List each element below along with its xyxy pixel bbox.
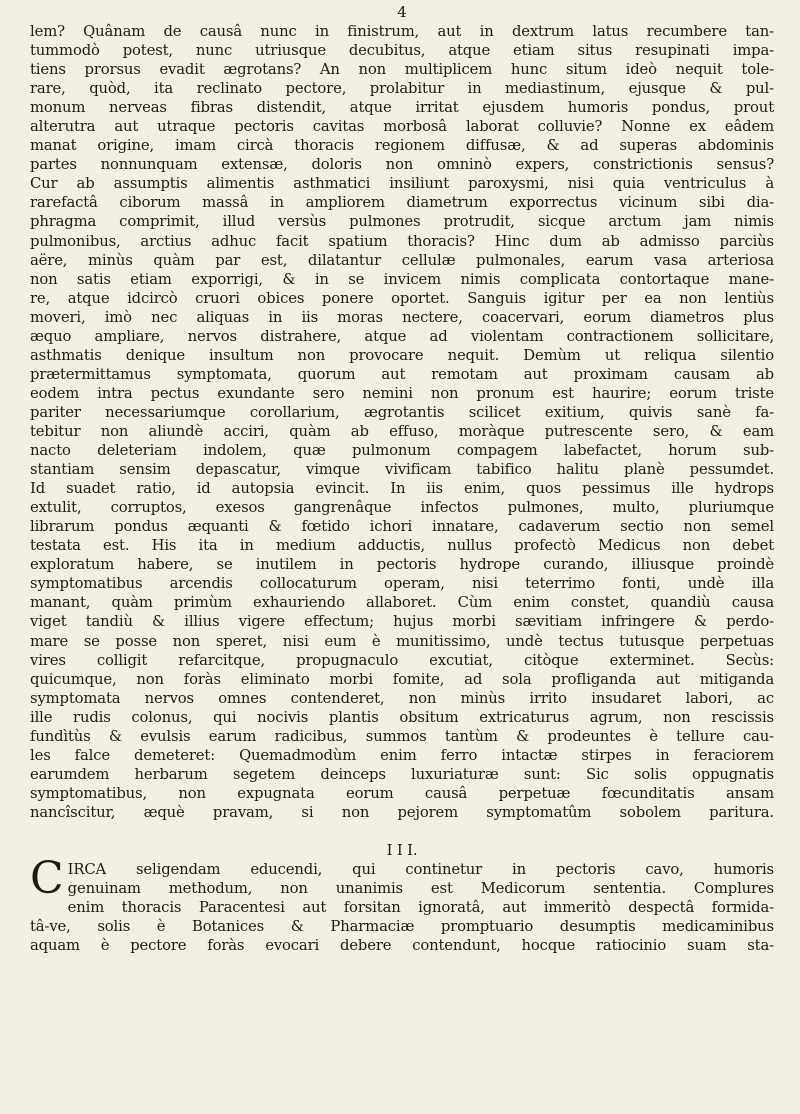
text-line: IRCA seligendam educendi, qui continetur in pectoris cavo, humoris xyxy=(67,861,774,879)
text-line: les falce demeteret: Quemadmodùm enim ferro intactæ stirpes in feraciorem xyxy=(30,746,774,764)
text-line: mare se posse non speret, nisi eum è munitissimo, undè tectus tutusque perpetuas xyxy=(30,632,774,650)
text-line: eodem intra pectus exundante sero nemini non pronum est haurire; eorum triste xyxy=(30,384,774,402)
text-line: aquam è pectore foràs evocari debere contendunt, hocque ratiocinio suam sta- xyxy=(30,937,774,955)
text-line: exploratum habere, se inutilem in pectoris hydrope curando, illiusque proindè xyxy=(30,556,774,574)
text-line: manat origine, imam circà thoracis regionem diffusæ, & ad superas abdominis xyxy=(30,137,774,155)
text-line: stantiam sensim depascatur, vimque vivificam tabifico halitu planè pessumdet. xyxy=(30,461,774,479)
drop-cap: C xyxy=(30,853,64,905)
text-line: Id suadet ratio, id autopsia evincit. In iis enim, quos pessimus ille hydrops xyxy=(30,480,774,498)
text-line: Cur ab assumptis alimentis asthmatici insiliunt paroxysmi, nisi quia ventriculus à xyxy=(30,175,774,193)
text-line: partes nonnunquam extensæ, doloris non omninò expers, constrictionis sensus? xyxy=(30,156,774,174)
text-line: rarefactâ ciborum massâ in ampliorem diametrum exporrectus vicinum sibi dia- xyxy=(30,194,774,212)
text-line: enim thoracis Paracentesi aut forsitan ignoratâ, aut immeritò despectâ formida- xyxy=(67,899,774,917)
text-line: viget tandiù & illius vigere effectum; hujus morbi sævitiam infringere & perdo- xyxy=(30,613,774,631)
text-line: asthmatis denique insultum non provocare nequit. Demùm ut reliqua silentio xyxy=(30,346,774,364)
text-line: moveri, imò nec aliquas in iis moras nectere, coacervari, eorum diametros plus xyxy=(30,308,774,326)
text-line: nacto deleteriam indolem, quæ pulmonum compagem labefactet, horum sub- xyxy=(30,442,774,460)
text-line: testata est. His ita in medium adductis, nullus profectò Medicus non debet xyxy=(30,537,774,555)
text-line: fundìtùs & evulsis earum radicibus, summos tantùm & prodeuntes è tellure cau- xyxy=(30,727,774,745)
text-line: genuinam methodum, non unanimis est Medicorum sententia. Complures xyxy=(67,880,774,898)
text-line: librarum pondus æquanti & fœtido ichori innatare, cadaverum sectio non semel xyxy=(30,518,774,536)
text-line: re, atque idcircò cruori obices ponere oportet. Sanguis igitur per ea non lentiùs xyxy=(30,289,774,307)
text-line: monum nerveas fibras distendit, atque irritat ejusdem humoris pondus, prout xyxy=(30,99,774,117)
text-line: tebitur non aliundè acciri, quàm ab effuso, moràque putrescente sero, & eam xyxy=(30,422,774,440)
text-line: ille rudis colonus, qui nocivis plantis obsitum extricaturus agrum, non rescissis xyxy=(30,708,774,726)
text-line: nancîscitur, æquè pravam, si non pejorem symptomatûm sobolem paritura. xyxy=(30,803,774,821)
text-line: vires colligit refarcitque, propugnaculo excutiat, citòque exterminet. Secùs: xyxy=(30,651,774,669)
text-line: extulit, corruptos, exesos gangrenâque infectos pulmones, multo, pluriumque xyxy=(30,499,774,517)
text-line: earumdem herbarum segetem deinceps luxuriaturæ sunt: Sic solis oppugnatis xyxy=(30,765,774,783)
text-line: manant, quàm primùm exhauriendo allaboret. Cùm enim constet, quandiù causa xyxy=(30,594,774,612)
text-line: æquo ampliare, nervos distrahere, atque ad violentam contractionem sollicitare, xyxy=(30,327,774,345)
text-line: lem? Quânam de causâ nunc in finistrum, aut in dextrum latus recumbere tan- xyxy=(30,23,774,40)
text-line: prætermittamus symptomata, quorum aut remotam aut proximam causam ab xyxy=(30,365,774,383)
text-line: pariter necessariumque corollarium, ægrotantis scilicet exitium, quivis sanè fa- xyxy=(30,403,774,421)
text-line: quicumque, non foràs eliminato morbi fomite, ad sola profliganda aut mitiganda xyxy=(30,670,774,688)
text-line: symptomatibus arcendis collocaturum operam, nisi teterrimo fonti, undè illa xyxy=(30,575,774,593)
text-line: phragma comprimit, illud versùs pulmones protrudit, sicque arctum jam nimis xyxy=(30,213,774,231)
text-line: symptomata nervos omnes contenderet, non minùs irrito insudaret labori, ac xyxy=(30,689,774,707)
section-heading: I I I. xyxy=(386,842,418,860)
body-text xyxy=(30,22,774,955)
text-line: tummodò potest, nunc utriusque decubitus, atque etiam situs resupinati impa- xyxy=(30,42,774,60)
text-line: non satis etiam exporrigi, & in se invicem nimis complicata contortaque mane- xyxy=(30,270,774,288)
text-line: alterutra aut utraque pectoris cavitas morbosâ laborat colluvie? Nonne ex eâdem xyxy=(30,118,774,136)
page-number: 4 xyxy=(397,3,407,21)
text-line: tâ-ve, solis è Botanices & Pharmaciæ promptuario desumptis medicaminibus xyxy=(30,918,774,936)
text-line: pulmonibus, arctius adhuc facit spatium thoracis? Hinc dum ab admisso parciùs xyxy=(30,232,774,250)
text-line xyxy=(30,822,774,841)
text-line: symptomatibus, non expugnata eorum causâ perpetuæ fœcunditatis ansam xyxy=(30,784,774,802)
text-line: aëre, minùs quàm par est, dilatantur cellulæ pulmonales, earum vasa arteriosa xyxy=(30,251,774,269)
text-line: tiens prorsus evadit ægrotans? An non multiplicem hunc situm ideò nequit tole- xyxy=(30,61,774,79)
text-line: rare, quòd, ita reclinato pectore, prolabitur in mediastinum, ejusque & pul- xyxy=(30,80,774,98)
